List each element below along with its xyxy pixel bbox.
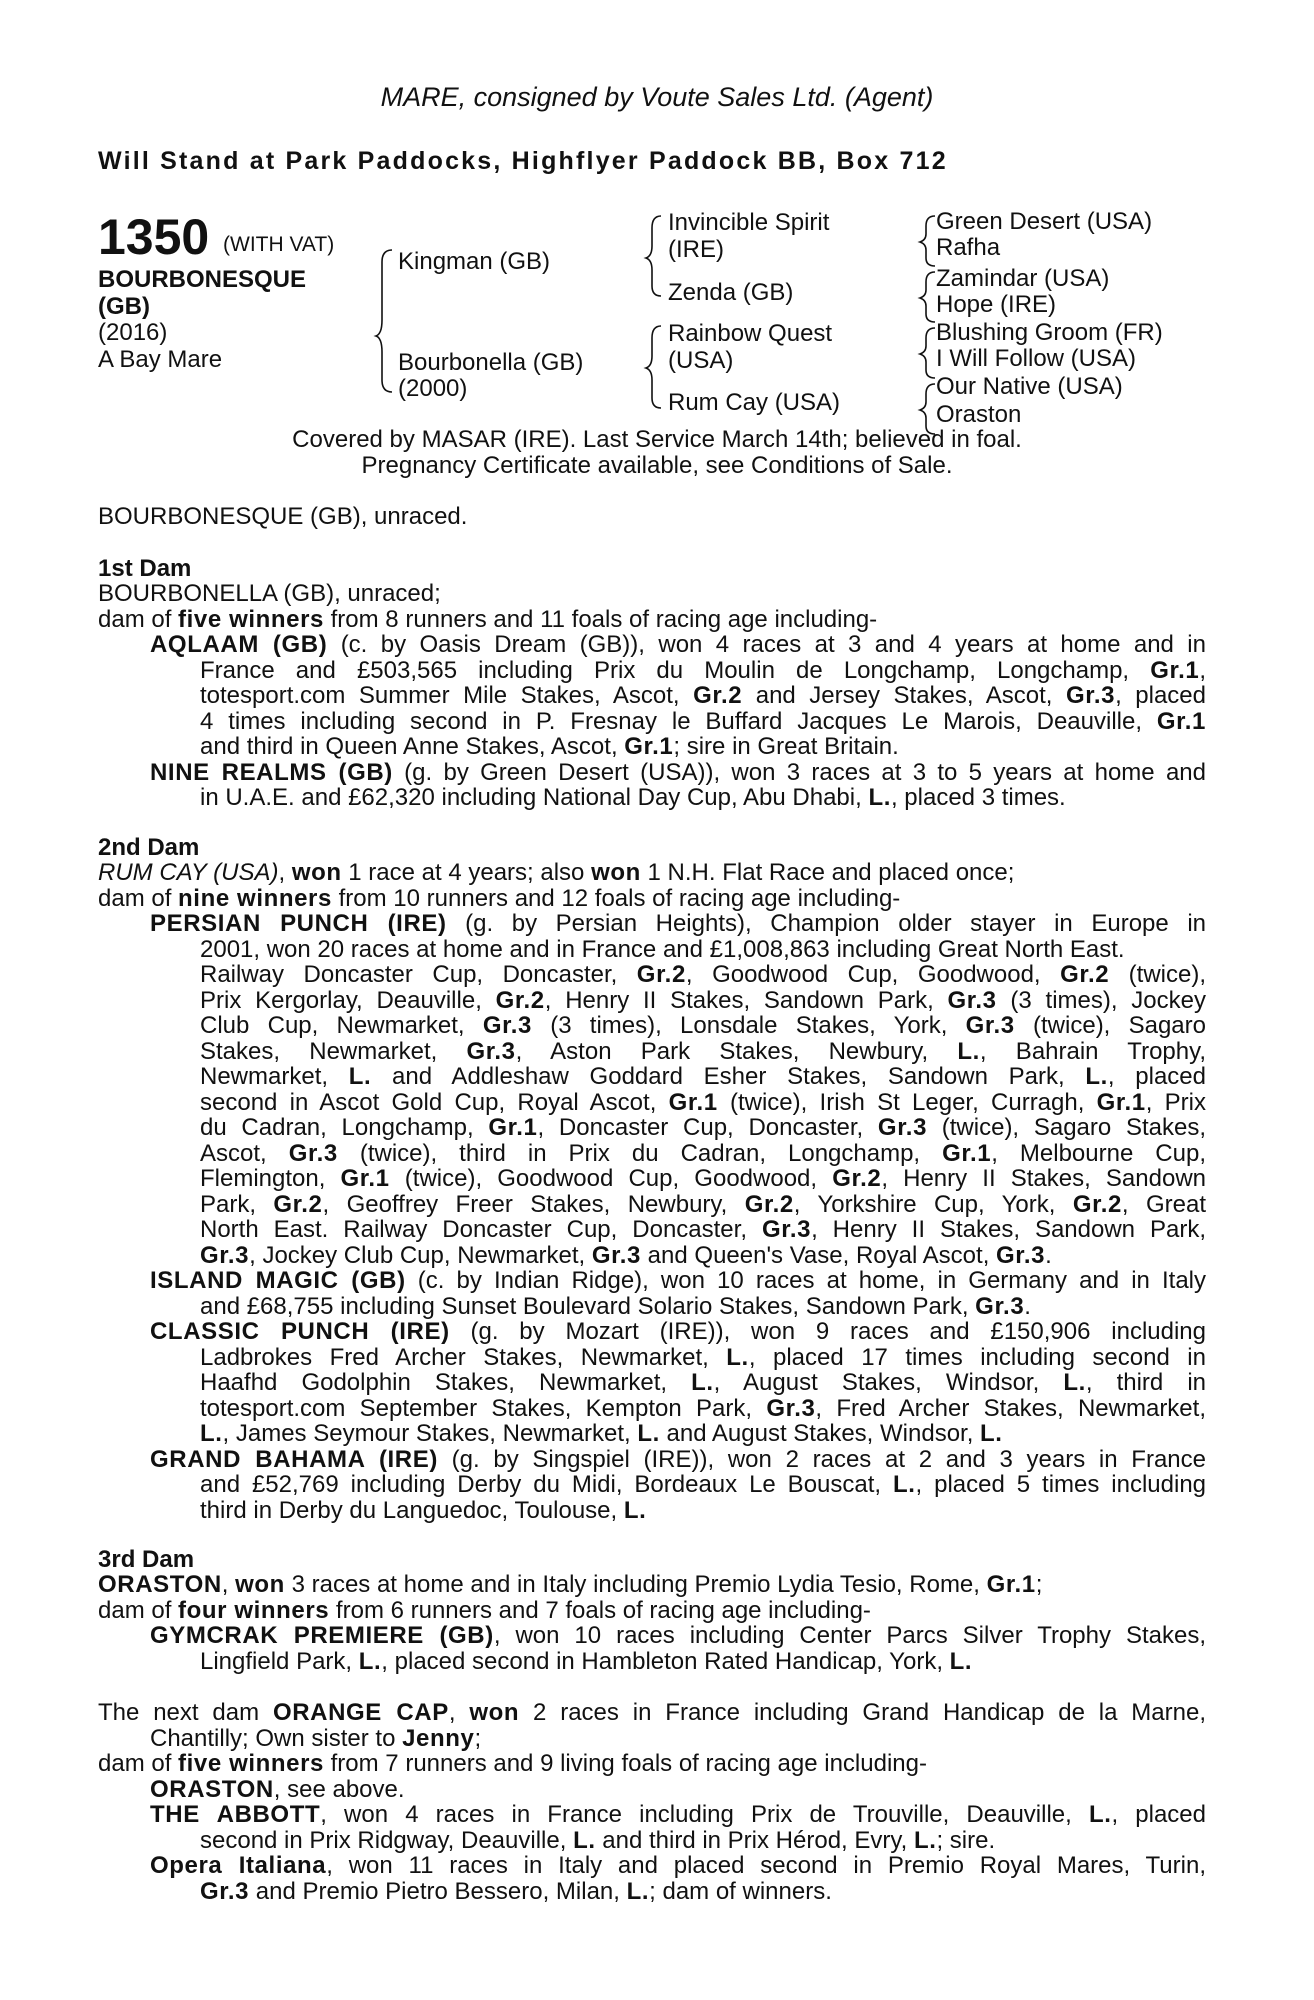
lot-number: 1350 (98, 209, 210, 265)
first-dam-heading: 1st Dam (98, 555, 192, 582)
stand-location: Will Stand at Park Paddocks, Highflyer Paddock BB, Box 712 (98, 147, 948, 175)
third-dam-heading: 3rd Dam (98, 1546, 195, 1573)
foaling-year: (2016) (98, 319, 168, 346)
gen3-6: I Will Follow (USA) (936, 345, 1137, 372)
sire-sire: Invincible Spirit (IRE) (668, 209, 830, 263)
horse-name-line2: (GB) (98, 293, 150, 320)
dam-dam: Rum Cay (USA) (668, 389, 841, 416)
gen3-1: Green Desert (USA) (936, 208, 1153, 235)
gen3-7: Our Native (USA) (936, 373, 1123, 400)
sire-dam: Zenda (GB) (668, 279, 794, 306)
sire-name: Kingman (GB) (398, 248, 551, 275)
gen3-4: Hope (IRE) (936, 291, 1057, 318)
gen3-8: Oraston (936, 401, 1022, 428)
third-dam-text: ORASTON, won 3 races at home and in Italy including Premio Lydia Tesio, Rome, Gr.1; dam of four winners from 6 runners and 7 foals of racing age including- GYMCRAK PREMIERE (GB), won 10 races including Center Parcs Silver Trophy Stakes, Lingfield Park, L., placed second in Hambleton Rated Handicap, York, L. (98, 1571, 1206, 1675)
horse-name-line1: BOURBONESQUE (98, 266, 307, 293)
dam-sire: Rainbow Quest (USA) (668, 320, 833, 374)
second-dam-text: RUM CAY (USA), won 1 race at 4 years; also won 1 N.H. Flat Race and placed once; dam of nine winners from 10 runners and 12 foals of racing age including- PERSIAN PUNCH (IRE) (g. by Persian Heights), Champion older stayer in Europe in 2001, won 20 races at home and in France and £1,008,863 including Great North East. Railway Doncaster Cup, Doncaster, Gr.2, Goodwood Cup, Goodwood, Gr.2 (twice), Prix Kergorlay, Deauville, Gr.2, Henry II Stakes, Sandown Park, Gr.3 (3 times), Jockey Club Cup, Newmarket, Gr.3 (3 times), Lonsdale Stakes, York, Gr.3 (twice), Sagaro Stakes, Newmarket, Gr.3, Aston Park Stakes, Newbury, L., Bahrain Trophy, Newmarket, L. and Addleshaw Goddard Esher Stakes, Sandown Park, L., placed second in Ascot Gold Cup, Royal Ascot, Gr.1 (twice), Irish St Leger, Curragh, Gr.1, Prix du Cadran, Longchamp, Gr.1, Doncaster Cup, Doncaster, Gr.3 (twice), Sagaro Stakes, Ascot, Gr.3 (twice), third in Prix du Cadran, Longchamp, Gr.1, Melbourne Cup, Flemington, Gr.1 (twice), Goodwood Cup, Goodwood, Gr.2, Henry II Stakes, Sandown Park, Gr.2, Geoffrey Freer Stakes, Newbury, Gr.2, Yorkshire Cup, York, Gr.2, Great North East. Railway Doncaster Cup, Doncaster, Gr.3, Henry II Stakes, Sandown Park, Gr.3, Jockey Club Cup, Newmarket, Gr.3 and Queen's Vase, Royal Ascot, Gr.3. ISLAND MAGIC (GB) (c. by Indian Ridge), won 10 races at home, in Germany and in Italy and £68,755 including Sunset Boulevard Solario Stakes, Sandown Park, Gr.3. CLASSIC PUNCH (IRE) (g. by Mozart (IRE)), won 9 races and £150,906 including Ladbrokes Fred Archer Stakes, Newmarket, L., placed 17 times including second in Haafhd Godolphin Stakes, Newmarket, L., August Stakes, Windsor, L., third in totesport.com September Stakes, Kempton Park, Gr.3, Fred Archer Stakes, Newmarket, L., James Seymour Stakes, Newmarket, L. and August Stakes, Windsor, L. GRAND BAHAMA (IRE) (g. by Singspiel (IRE)), won 2 races at 2 and 3 years in France and £52,769 including Derby du Midi, Bordeaux Le Bouscat, L., placed 5 times including third in Derby du Languedoc, Toulouse, L. (98, 859, 1207, 1524)
first-dam-text: BOURBONELLA (GB), unraced; dam of five winners from 8 runners and 11 foals of racing age including- AQLAAM (GB) (c. by Oasis Dream (GB)), won 4 races at 3 and 4 years at home and in France and £503,565 including Prix du Moulin de Longchamp, Longchamp, Gr.1, totesport.com Summer Mile Stakes, Ascot, Gr.2 and Jersey Stakes, Ascot, Gr.3, placed 4 times including second in P. Fresnay le Buffard Jacques Le Marois, Deauville, Gr.1 and third in Queen Anne Stakes, Ascot, Gr.1; sire in Great Britain. NINE REALMS (GB) (g. by Green Desert (USA)), won 3 races at 3 to 5 years at home and in U.A.E. and £62,320 including National Day Cup, Abu Dhabi, L., placed 3 times. (98, 580, 1207, 811)
consignor-heading: MARE, consigned by Voute Sales Ltd. (Agent) (380, 82, 934, 112)
gen3-2: Rafha (936, 234, 1001, 261)
dam-name: Bourbonella (GB) (398, 349, 584, 376)
gen3-5: Blushing Groom (FR) (936, 319, 1163, 346)
dam-year: (2000) (398, 375, 468, 402)
pregnancy-line: Pregnancy Certificate available, see Conditions of Sale. (361, 452, 953, 479)
vat-note: (WITH VAT) (223, 233, 335, 256)
covered-line: Covered by MASAR (IRE). Last Service March 14th; believed in foal. (292, 426, 1022, 453)
second-dam-heading: 2nd Dam (98, 834, 200, 861)
horse-summary: BOURBONESQUE (GB), unraced. (98, 503, 468, 530)
horse-description: A Bay Mare (98, 346, 223, 373)
next-dam-text: The next dam ORANGE CAP, won 2 races in France including Grand Handicap de la Marne, Chantilly; Own sister to Jenny; dam of five winners from 7 runners and 9 living foals of racing age including- ORASTON, see above. THE ABBOTT, won 4 races in France including Prix de Trouville, Deauville, L., placed second in Prix Ridgway, Deauville, L. and third in Prix Hérod, Evry, L.; sire. Opera Italiana, won 11 races in Italy and placed second in Premio Royal Mares, Turin, Gr.3 and Premio Pietro Bessero, Milan, L.; dam of winners. (98, 1699, 1207, 1905)
gen3-3: Zamindar (USA) (936, 265, 1110, 292)
